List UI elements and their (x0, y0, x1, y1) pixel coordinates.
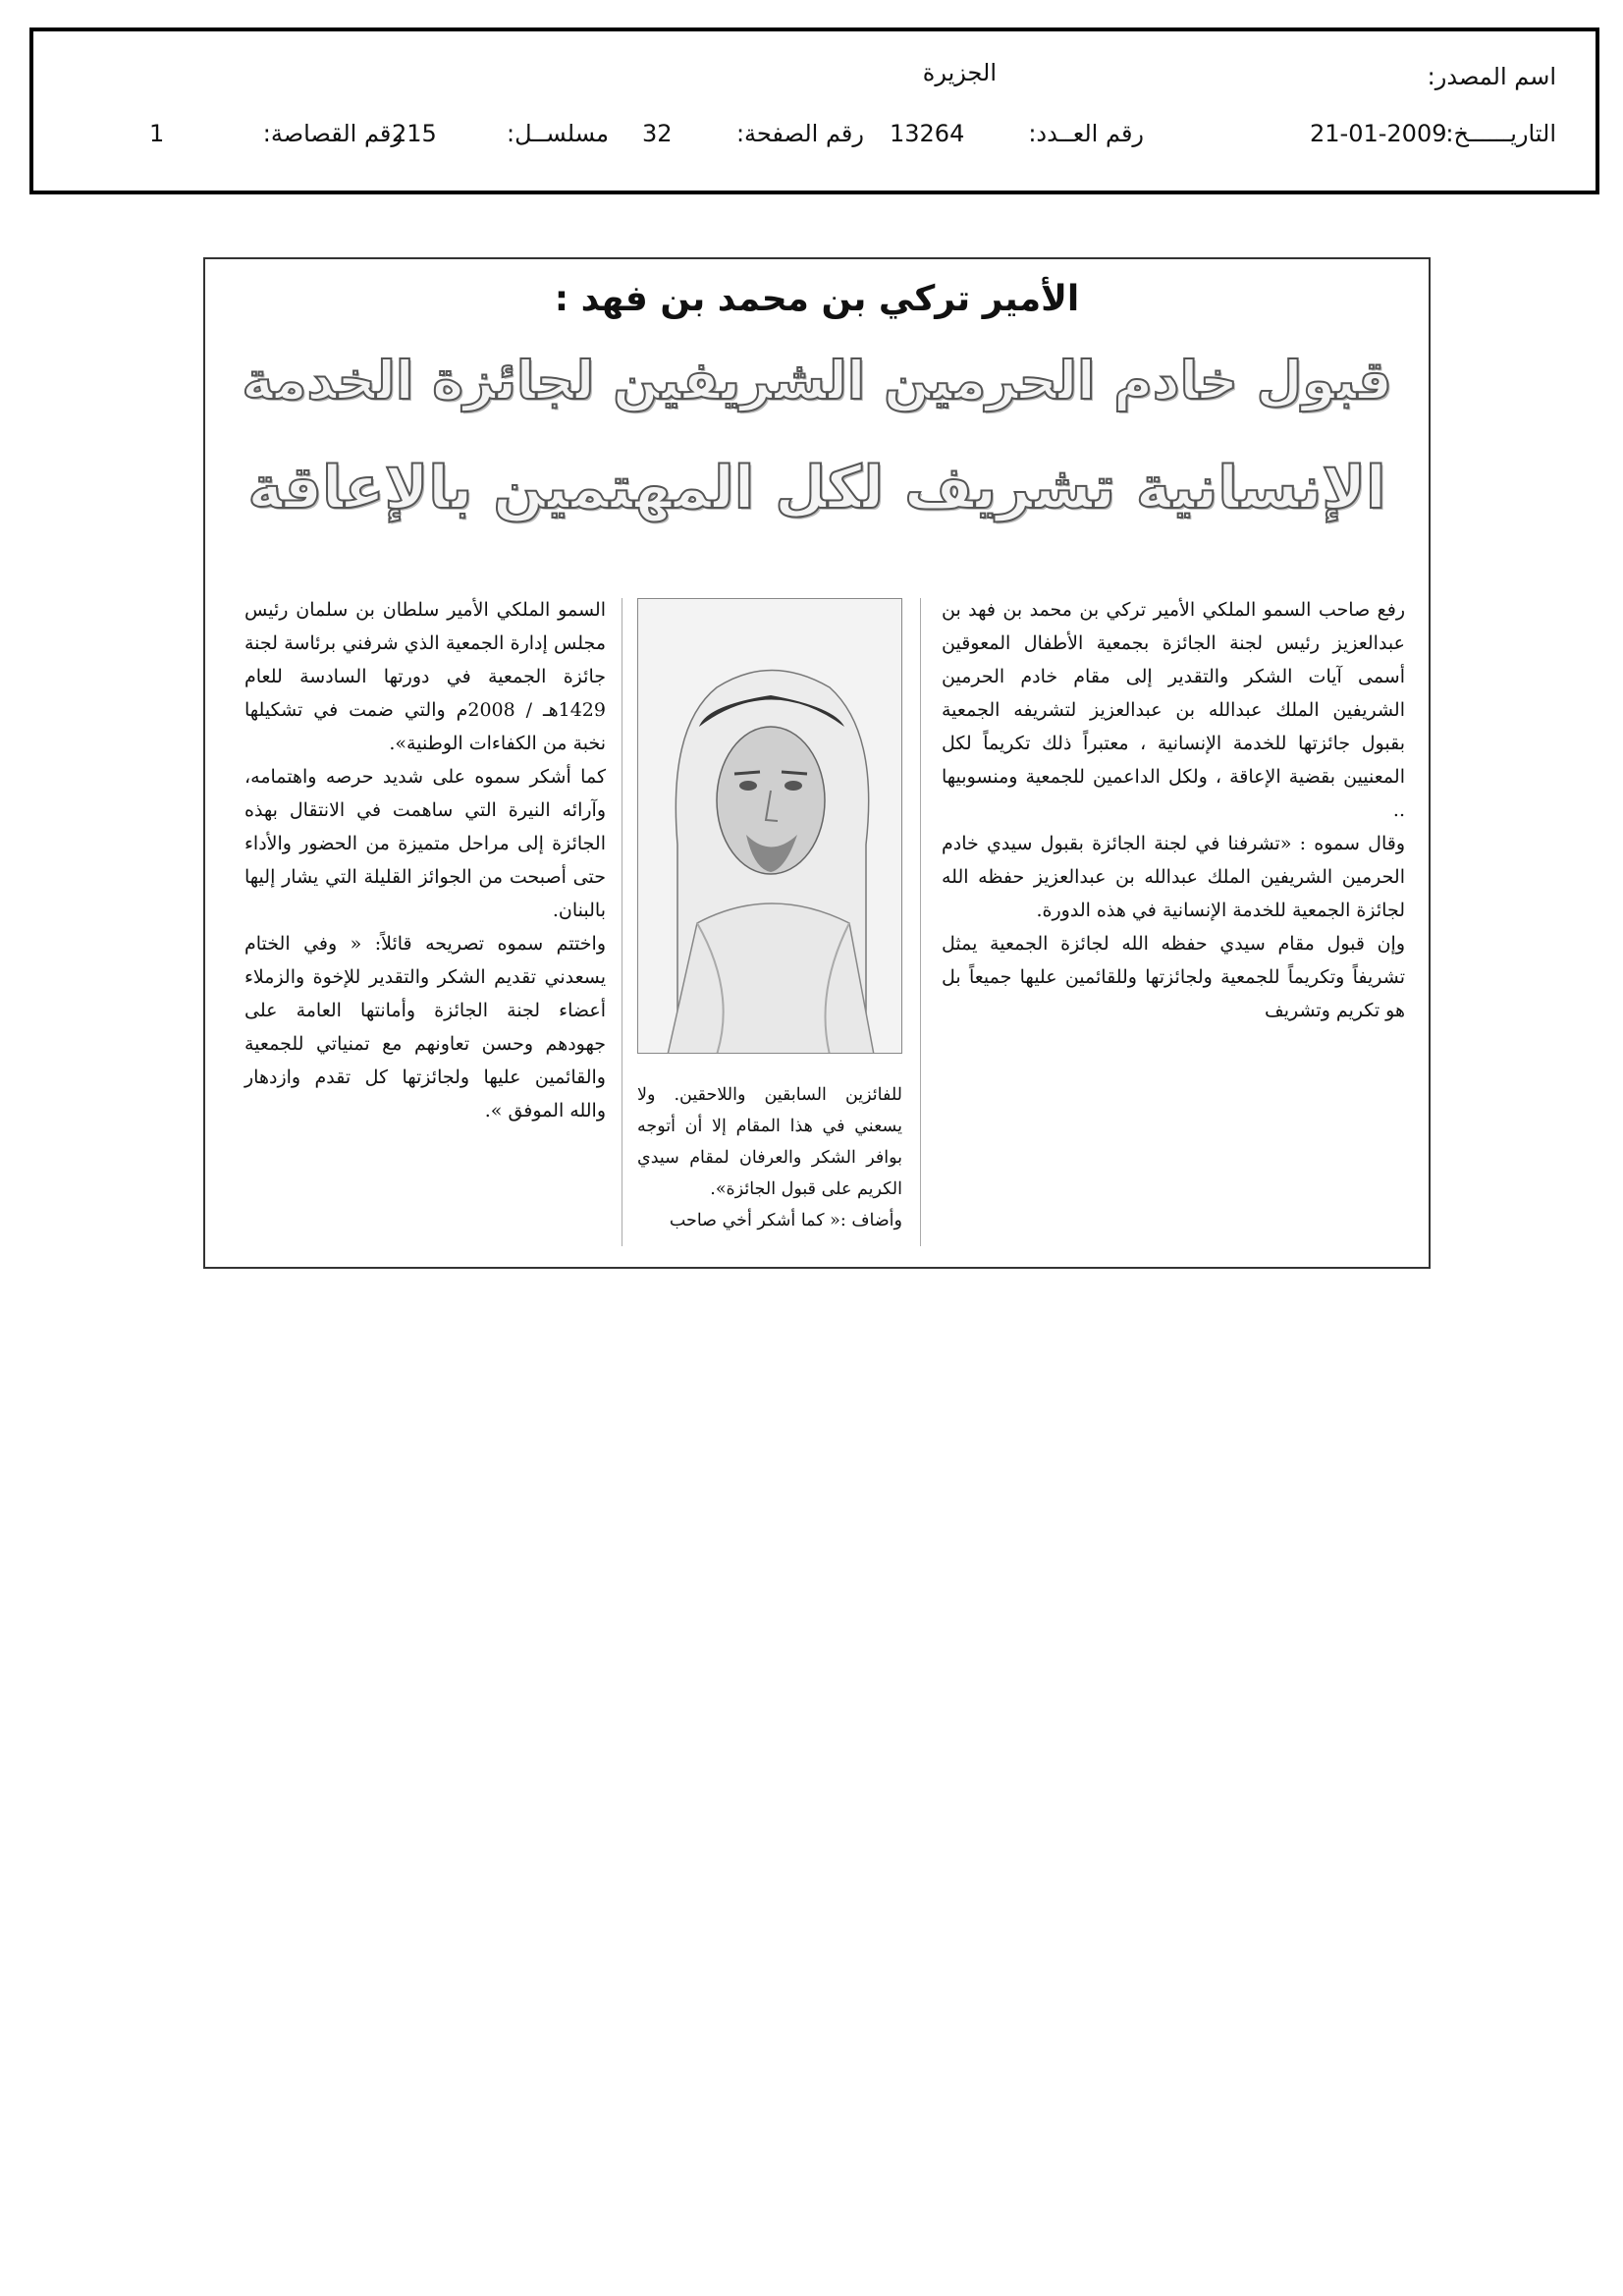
left-column (244, 593, 606, 1261)
paragraph: وأضاف :« كما أشكر أخي صاحب (669, 1211, 902, 1230)
source-label: اسم المصدر: (1427, 63, 1556, 90)
paragraph: وإن قبول مقام سيدي حفظه الله لجائزة الجمعية يمثل تشريفاً وتكريماً للجمعية ولجائزتها وللقائمين عليها جميعاً بل هو تكريم وتشريف (942, 933, 1405, 1021)
date-label: التاريــــــخ: (1445, 120, 1556, 147)
portrait-photo (637, 598, 902, 1054)
paragraph: السمو الملكي الأمير سلطان بن سلمان رئيس مجلس إدارة الجمعية الذي شرفني برئاسة لجنة جائزة الجمعية في دورتها السادسة للعام 1429هـ / 2008م والتي ضمت في تشكيلها نخبة من الكفاءات الوطنية». (244, 599, 606, 754)
page-label: رقم الصفحة: (735, 120, 864, 147)
paragraph: للفائزين السابقين واللاحقين. ولا يسعني في هذا المقام إلا أن أتوجه بوافر الشكر والعرفان لمقام سيدي الكريم على قبول الجائزة». (637, 1085, 902, 1199)
paragraph: واختتم سموه تصريحه قائلاً: « وفي الختام يسعدني تقديم الشكر والتقدير للإخوة والزملاء أعضاء لجنة الجائزة وأمانتها العامة على جهودهم وحسن تعاونهم مع تمنياتي للجمعية والقائمين عليها ولجائزتها كل تقدم وازدهار والله الموفق ». (244, 933, 606, 1121)
paragraph: كما أشكر سموه على شديد حرصه واهتمامه، وآرائه النيرة التي ساهمت في الانتقال بهذه الجائزة إلى مراحل متميزة من الحضور والأداء حتى أصبحت من الجوائز القليلة التي يشار إليها بالبنان. (244, 766, 606, 921)
clip-value: 1 (149, 120, 165, 147)
article-kicker: الأمير تركي بن محمد بن فهد : (554, 279, 1080, 319)
serial-label: مسلســل: (507, 120, 609, 147)
page-value: 32 (642, 120, 673, 147)
portrait-image (638, 599, 902, 1054)
headline-line-1: قبول خادم الحرمين الشريفين لجائزة الخدمة (242, 350, 1392, 411)
clip-label: رقم القصاصة: (262, 120, 403, 147)
source-value: الجزيرة (922, 59, 997, 86)
serial-value: 215 (392, 120, 437, 147)
newspaper-clipping (203, 257, 1431, 1269)
issue-value: 13264 (890, 120, 965, 147)
headline-line-2: الإنسانية تشريف لكل المهتمين بالإعاقة (247, 454, 1386, 522)
paragraph: وقال سموه : «تشرفنا في لجنة الجائزة بقبول سيدي خادم الحرمين الشريفين الملك عبدالله بن عبدالعزيز حفظه الله لجائزة الجمعية للخدمة الإنسانية في هذه الدورة. (942, 833, 1405, 921)
date-value: 21-01-2009 (1310, 120, 1447, 147)
right-column (942, 593, 1405, 1261)
issue-label: رقم العــدد: (1028, 120, 1144, 147)
paragraph: رفع صاحب السمو الملكي الأمير تركي بن محمد بن فهد بن عبدالعزيز رئيس لجنة الجائزة بجمعية الأطفال المعوقين أسمى آيات الشكر والتقدير إلى مقام خادم الحرمين الشريفين الملك عبدالله بن عبدالعزيز لتشريفه الجمعية بقبول جائزتها للخدمة الإنسانية ، معتبراً ذلك تكريماً لكل المعنيين بقضية الإعاقة ، ولكل الداعمين للجمعية ومنسوبيها .. (942, 599, 1405, 821)
column-divider (920, 598, 921, 1246)
middle-column (637, 1079, 902, 1261)
clipping-metadata-box (29, 27, 1599, 194)
